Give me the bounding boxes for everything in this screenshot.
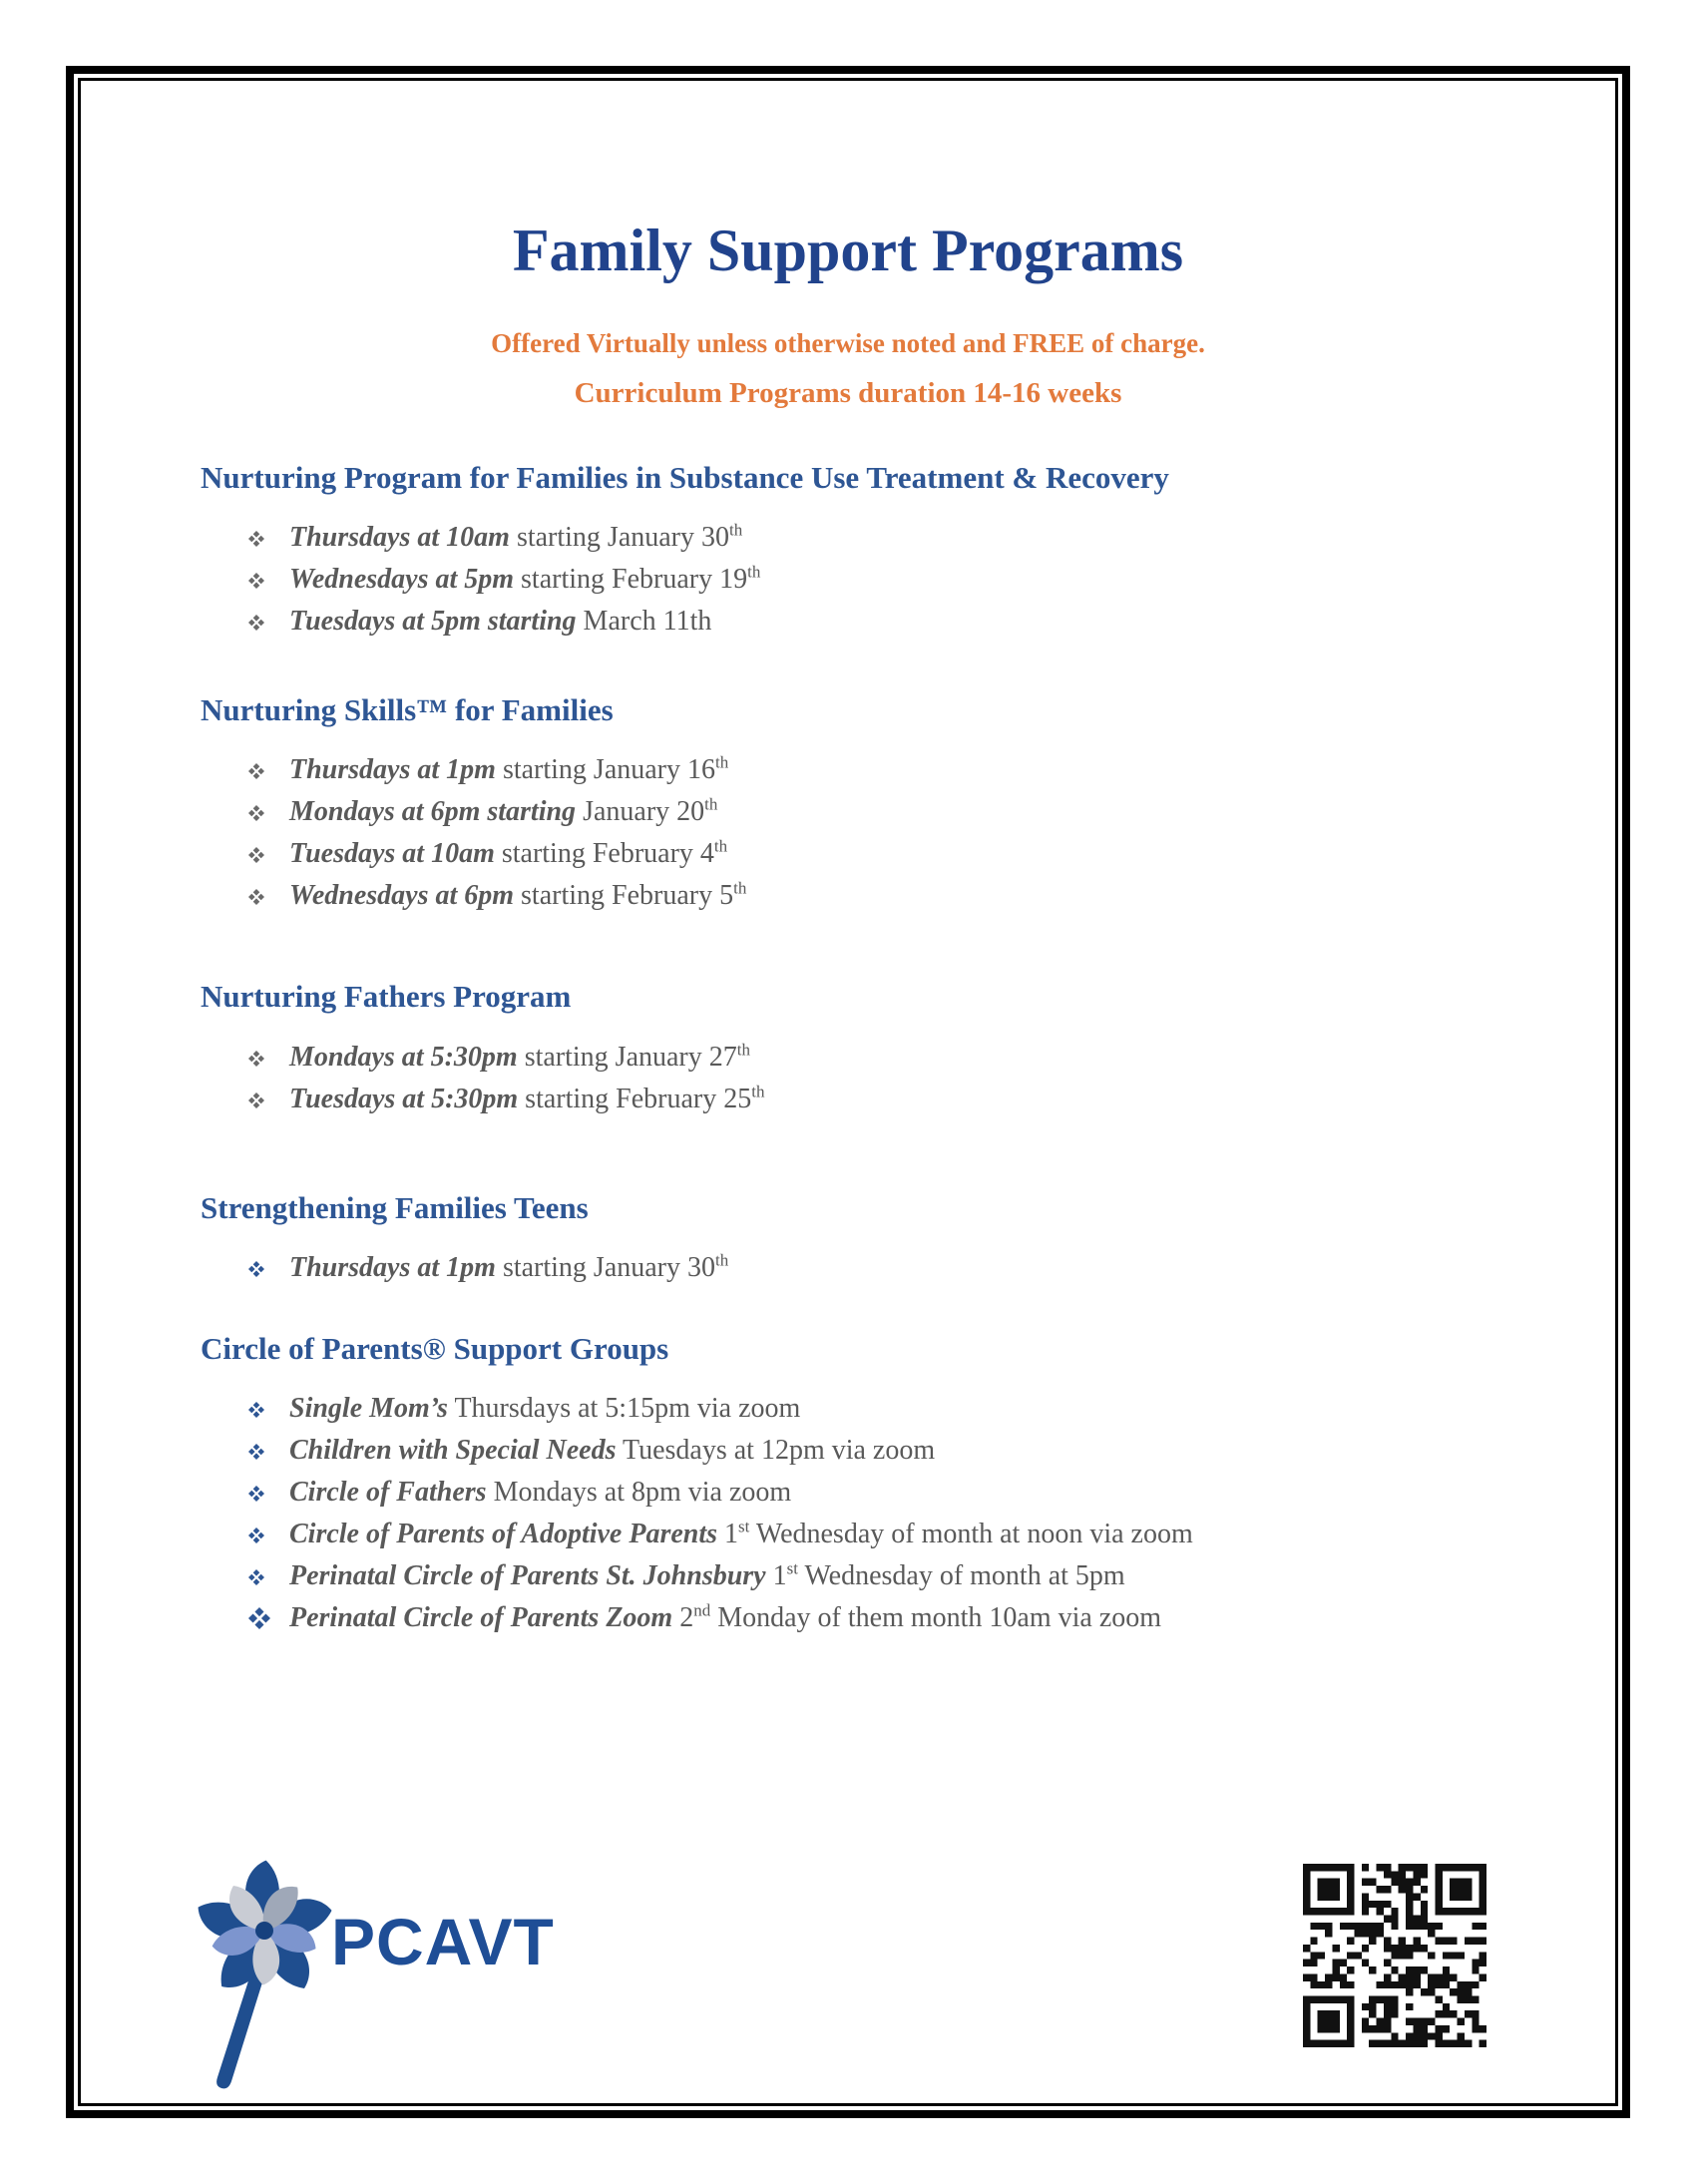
program-list <box>81 518 1615 642</box>
group-name: Children with Special Needs <box>289 1434 617 1466</box>
program-time: Thursdays at 1pm <box>289 1251 496 1283</box>
diamond-bullet-icon <box>248 615 264 631</box>
diamond-bullet-icon <box>248 1261 264 1277</box>
program-list <box>81 750 1615 916</box>
group-name: Circle of Parents of Adoptive Parents <box>289 1518 718 1549</box>
list-item <box>248 1431 1615 1471</box>
group-name: Perinatal Circle of Parents St. Johnsbury <box>289 1559 766 1591</box>
program-start: March 11th <box>576 606 712 638</box>
section-heading-nurturing-skills: Nurturing Skills™ for Families <box>201 692 614 728</box>
list-item <box>248 560 1615 600</box>
diamond-bullet-icon <box>248 1528 264 1543</box>
ordinal-suffix: th <box>733 879 747 899</box>
program-time: Tuesdays at 10am <box>289 838 495 870</box>
program-time: Tuesdays at 5pm starting <box>289 606 577 638</box>
list-item <box>248 1080 1615 1119</box>
list-item <box>248 834 1615 874</box>
qr-code <box>1299 1864 1490 2047</box>
program-time: Thursdays at 1pm <box>289 754 496 786</box>
ordinal-suffix: nd <box>693 1600 711 1620</box>
list-item <box>248 518 1615 558</box>
group-schedule-tail: Monday of them month 10am via zoom <box>710 1601 1162 1633</box>
logo-wordmark: PCAVT <box>331 1905 555 1978</box>
program-start: starting February 5 <box>514 880 734 912</box>
diamond-bullet-icon <box>248 531 264 547</box>
list-item <box>248 1598 1615 1638</box>
ordinal-suffix: st <box>786 1558 798 1578</box>
group-schedule: Mondays at 8pm via zoom <box>486 1476 792 1508</box>
section-heading-circle-of-parents: Circle of Parents® Support Groups <box>201 1330 669 1366</box>
program-start: starting January 30 <box>495 1251 715 1283</box>
diamond-bullet-icon <box>248 889 264 905</box>
program-list <box>81 1389 1615 1638</box>
ordinal-suffix: th <box>704 795 718 815</box>
ordinal-suffix: th <box>715 753 729 773</box>
list-item <box>248 1515 1615 1554</box>
list-item <box>248 1389 1615 1429</box>
program-start: starting January 27 <box>517 1041 737 1073</box>
ordinal-suffix: th <box>751 1082 765 1101</box>
page-title: Family Support Programs <box>512 218 1184 283</box>
ordinal-suffix: th <box>736 1040 750 1060</box>
diamond-bullet-icon <box>248 1607 270 1629</box>
diamond-bullet-icon <box>248 573 264 589</box>
ordinal-suffix: th <box>729 520 743 540</box>
group-schedule: 1 <box>765 1559 787 1591</box>
program-start: January 20 <box>576 796 705 828</box>
ordinal-suffix: th <box>747 562 761 582</box>
group-name: Perinatal Circle of Parents Zoom <box>289 1601 673 1633</box>
list-item <box>248 1473 1615 1513</box>
subtitle-duration: Curriculum Programs duration 14-16 weeks <box>574 376 1122 409</box>
section-heading-substance-use: Nurturing Program for Families in Substance Use Treatment & Recovery <box>201 460 1169 496</box>
ordinal-suffix: th <box>715 1250 729 1270</box>
list-item <box>248 750 1615 790</box>
list-item <box>248 876 1615 916</box>
program-start: starting January 30 <box>509 522 729 554</box>
list-item <box>248 1038 1615 1078</box>
pcavt-logo <box>130 1826 688 2105</box>
ordinal-suffix: th <box>713 837 728 857</box>
group-name: Single Mom’s <box>289 1392 448 1424</box>
list-item <box>248 792 1615 832</box>
diamond-bullet-icon <box>248 1051 264 1067</box>
program-time: Mondays at 6pm starting <box>289 796 577 828</box>
diamond-bullet-icon <box>248 1444 264 1460</box>
flyer-content <box>81 81 1615 2103</box>
diamond-bullet-icon <box>248 1092 264 1108</box>
section-heading-strengthening-teens: Strengthening Families Teens <box>201 1189 589 1225</box>
group-schedule: 1 <box>717 1518 739 1549</box>
program-time: Wednesdays at 6pm <box>289 880 515 912</box>
group-schedule-tail: Wednesday of month at noon via zoom <box>749 1518 1193 1549</box>
list-item <box>248 1556 1615 1596</box>
program-time: Thursdays at 10am <box>289 522 510 554</box>
ordinal-suffix: st <box>738 1517 750 1536</box>
group-schedule: Tuesdays at 12pm via zoom <box>616 1434 936 1466</box>
program-start: starting February 4 <box>494 838 714 870</box>
diamond-bullet-icon <box>248 805 264 821</box>
program-list <box>81 1038 1615 1119</box>
section-heading-nurturing-fathers: Nurturing Fathers Program <box>201 979 572 1015</box>
diamond-bullet-icon <box>248 1402 264 1418</box>
program-start: starting February 25 <box>518 1083 752 1114</box>
subtitle-virtual-free: Offered Virtually unless otherwise noted and FREE of charge. <box>491 328 1205 358</box>
program-time: Wednesdays at 5pm <box>289 564 515 596</box>
program-list <box>81 1248 1615 1288</box>
program-time: Tuesdays at 5:30pm <box>289 1083 519 1114</box>
group-schedule-tail: Wednesday of month at 5pm <box>797 1559 1125 1591</box>
list-item <box>248 1248 1615 1288</box>
diamond-bullet-icon <box>248 1486 264 1502</box>
diamond-bullet-icon <box>248 763 264 779</box>
program-start: starting January 16 <box>495 754 715 786</box>
diamond-bullet-icon <box>248 1569 264 1585</box>
program-start: starting February 19 <box>514 564 748 596</box>
diamond-bullet-icon <box>248 847 264 863</box>
group-schedule: 2 <box>672 1601 694 1633</box>
list-item <box>248 602 1615 642</box>
program-time: Mondays at 5:30pm <box>289 1041 518 1073</box>
group-schedule: Thursdays at 5:15pm via zoom <box>447 1392 801 1424</box>
group-name: Circle of Fathers <box>289 1476 487 1508</box>
